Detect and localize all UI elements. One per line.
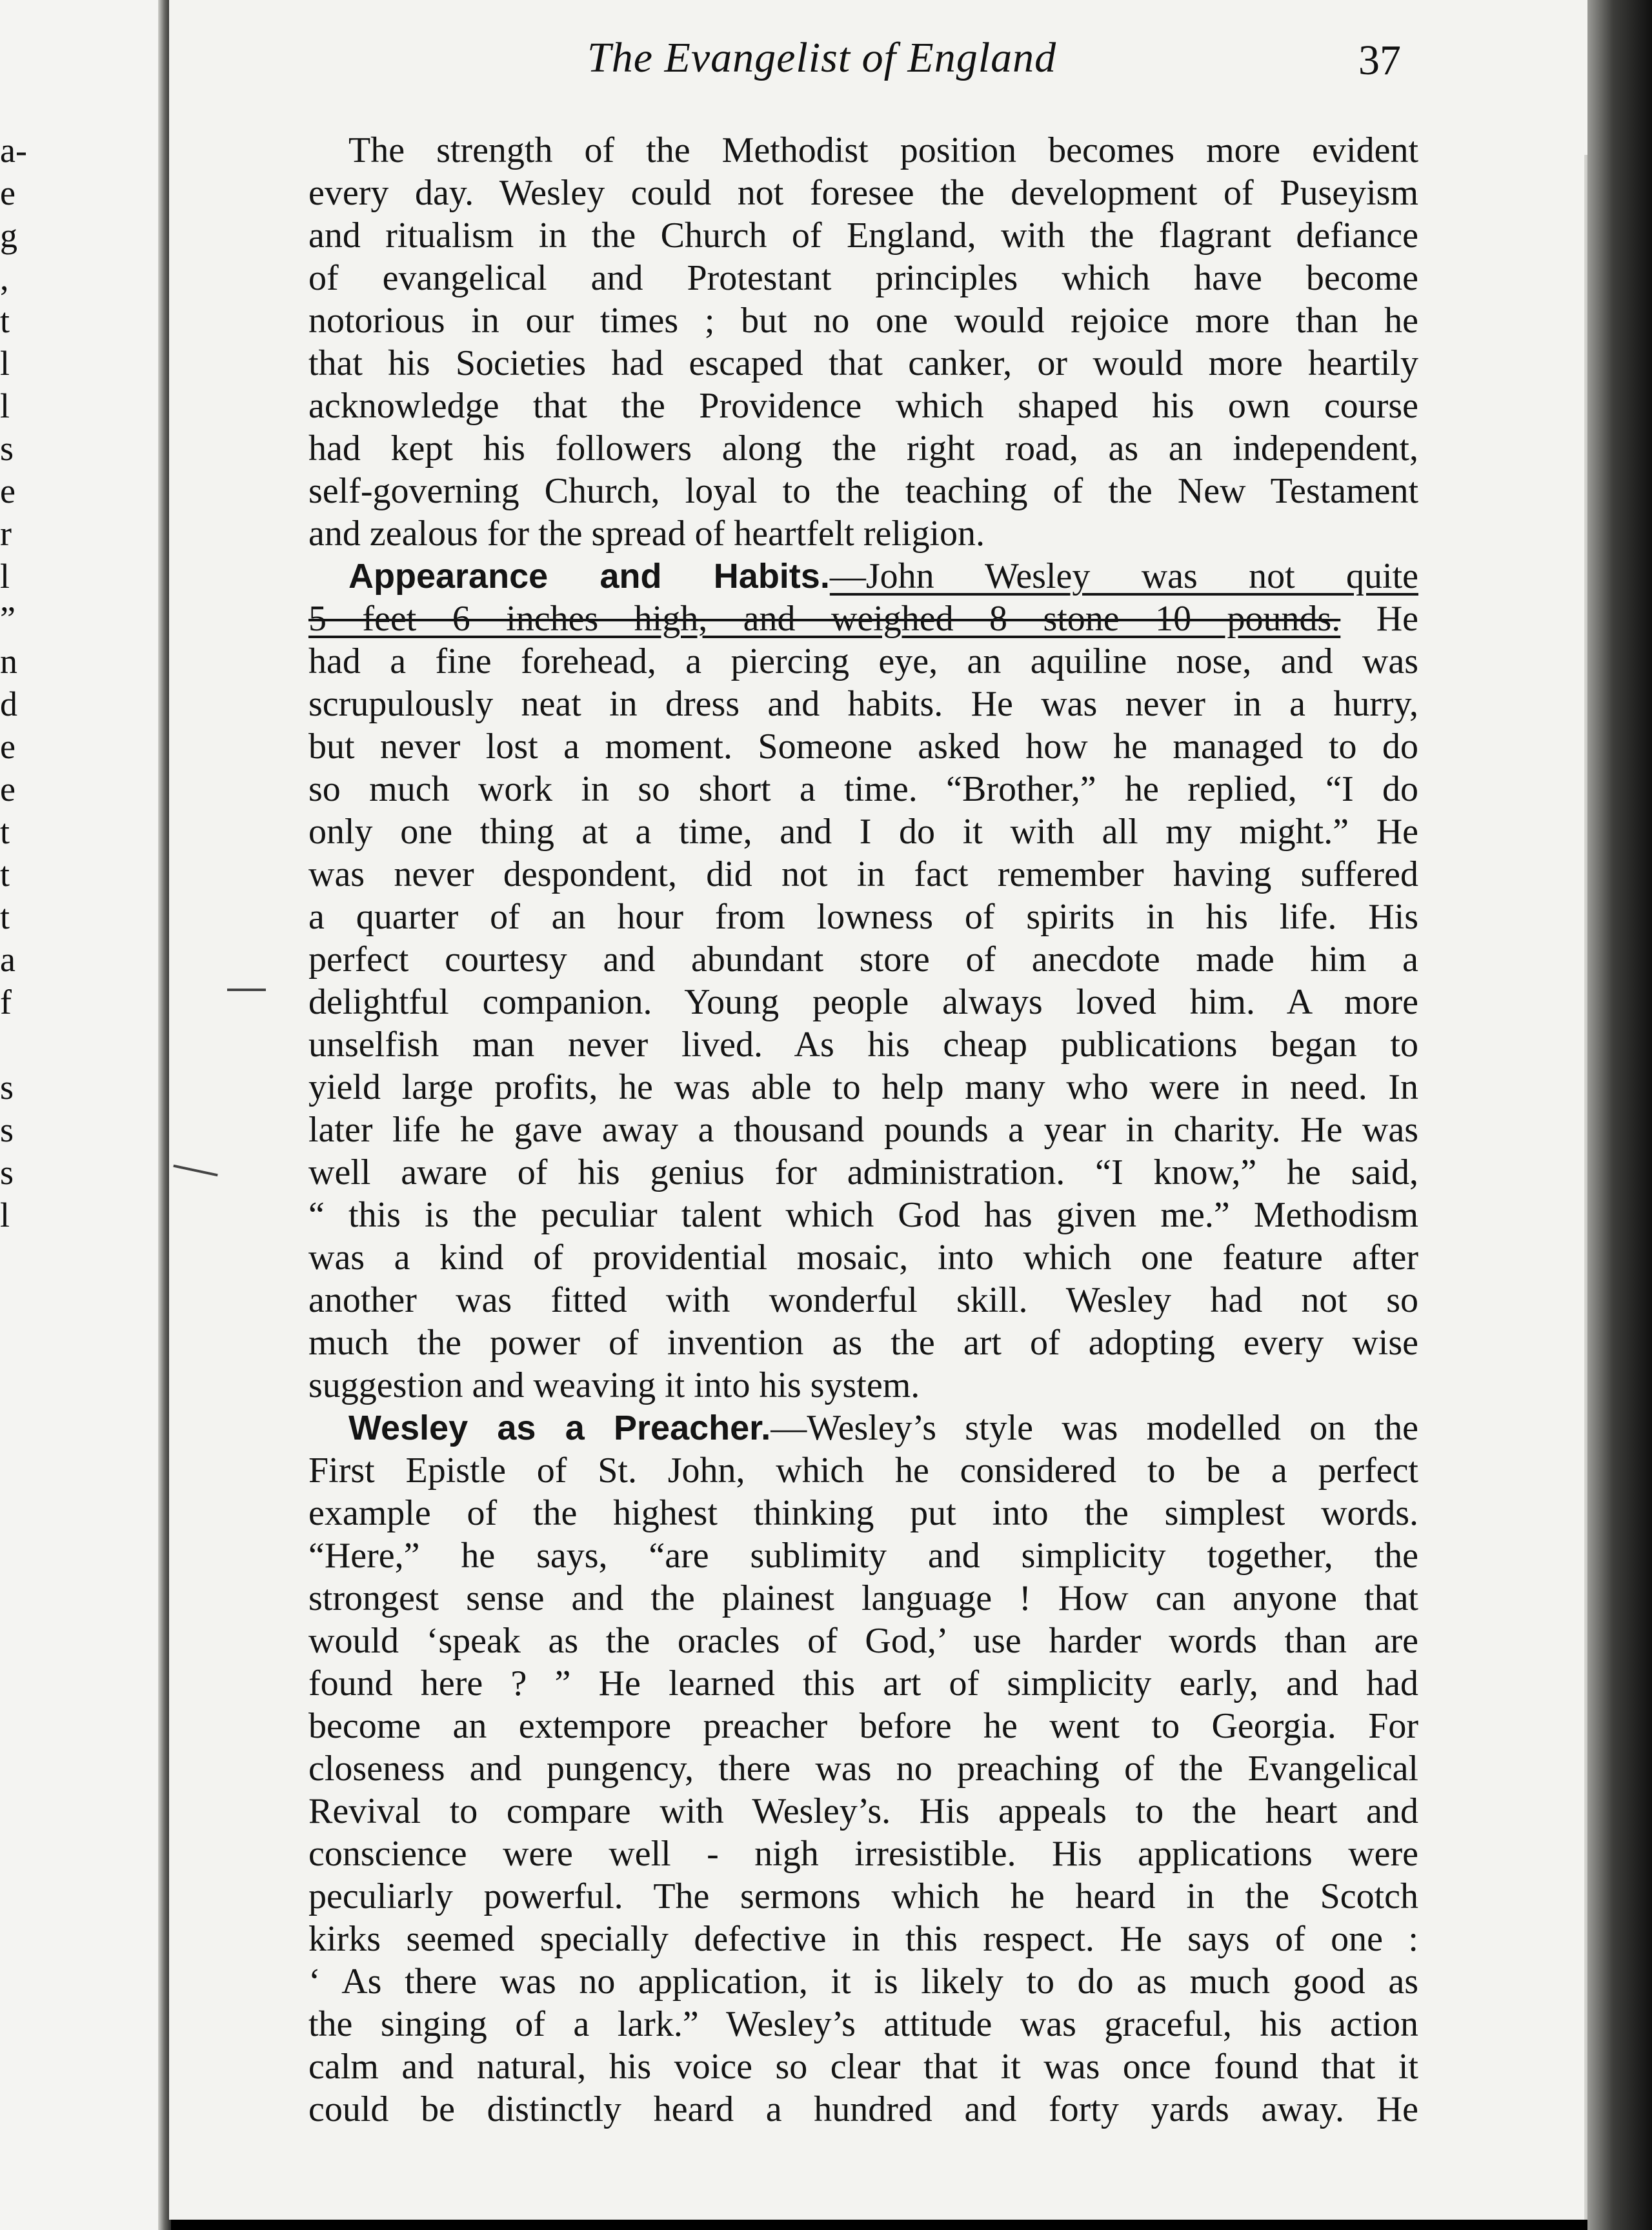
text-line: and ritualism in the Church of England, with the flagrant defiance <box>308 216 1418 256</box>
text-line: the singing of a lark.” Wesley’s attitude was graceful, his action <box>308 2004 1418 2044</box>
margin-letter: s <box>0 1068 14 1107</box>
text-line: was never despondent, did not in fact remember having suffered <box>308 854 1418 894</box>
text-line: kirks seemed specially defective in this respect. He says of one : <box>308 1919 1418 1959</box>
margin-letter: l <box>0 557 10 596</box>
text-line: closeness and pungency, there was no preaching of the Evangelical <box>308 1749 1418 1789</box>
text-line: notorious in our times ; but no one would rejoice more than he <box>308 301 1418 341</box>
text-line: found here ? ” He learned this art of simplicity early, and had <box>308 1663 1418 1703</box>
margin-letter <box>0 1023 26 1066</box>
section-wesley-as-preacher <box>308 1407 1418 2131</box>
section-first-line <box>308 555 1418 598</box>
text-line: ‘ As there was no application, it is likely to do as much good as <box>308 1962 1418 2002</box>
text-line: conscience were well - nigh irresistible. His applications were <box>308 1834 1418 1874</box>
text-line: unselfish man never lived. As his cheap publications began to <box>308 1025 1418 1065</box>
margin-letter: f <box>0 983 12 1021</box>
text-line: so much work in so short a time. “Brother,” he replied, “I do <box>308 769 1418 809</box>
text-line: example of the highest thinking put into the simplest words. <box>308 1493 1418 1533</box>
margin-letter: a- <box>0 131 27 170</box>
text-run: He <box>1376 599 1418 639</box>
text-line: acknowledge that the Providence which shaped his own course <box>308 386 1418 426</box>
section-second-line <box>308 598 1418 640</box>
paragraph-methodist-position <box>308 129 1418 555</box>
text-run: —Wesley’s style was modelled on the <box>771 1408 1418 1448</box>
text-line: strongest sense and the plainest language ! How can anyone that <box>308 1578 1418 1618</box>
text-line: self-governing Church, loyal to the teaching of the New Testament <box>308 471 1418 511</box>
previous-page-margin-text <box>0 129 26 1236</box>
text-line: “Here,” he says, “are sublimity and simplicity together, the <box>308 1536 1418 1576</box>
text-line: peculiarly powerful. The sermons which he heard in the Scotch <box>308 1876 1418 1916</box>
margin-letter: e <box>0 472 15 510</box>
previous-page-fragment <box>0 0 166 2230</box>
margin-pencil-mark <box>227 989 266 991</box>
text-line: First Epistle of St. John, which he considered to be a perfect <box>308 1451 1418 1491</box>
margin-letter: t <box>0 898 10 936</box>
text-line: but never lost a moment. Someone asked how he managed to do <box>308 727 1418 767</box>
margin-letter: s <box>0 1110 14 1149</box>
margin-letter: l <box>0 387 10 425</box>
text-line: “ this is the peculiar talent which God has given me.” Methodism <box>308 1195 1418 1235</box>
margin-letter: e <box>0 770 15 809</box>
margin-letter: t <box>0 855 10 894</box>
margin-letter: d <box>0 685 17 723</box>
text-line: every day. Wesley could not foresee the development of Puseyism <box>308 173 1418 213</box>
text-line: The strength of the Methodist position becomes more evident <box>348 130 1418 170</box>
margin-letter: r <box>0 514 12 553</box>
text-line: well aware of his genius for administration. “I know,” he said, <box>308 1152 1418 1192</box>
text-line: that his Societies had escaped that canker, or would more heartily <box>308 343 1418 383</box>
text-line: become an extempore preacher before he went to Georgia. For <box>308 1706 1418 1746</box>
text-line: was a kind of providential mosaic, into which one feature after <box>308 1238 1418 1278</box>
text-line: only one thing at a time, and I do it with all my might.” He <box>308 812 1418 852</box>
section-appearance-and-habits <box>308 555 1418 1407</box>
margin-letter: a <box>0 940 15 979</box>
text-line: suggestion and weaving it into his system. <box>308 1365 920 1405</box>
margin-letter: s <box>0 429 14 468</box>
text-line: perfect courtesy and abundant store of anecdote made him a <box>308 939 1418 979</box>
margin-letter: , <box>0 259 9 297</box>
text-line: a quarter of an hour from lowness of spirits in his life. His <box>308 897 1418 937</box>
text-line: yield large profits, he was able to help many who were in need. In <box>308 1067 1418 1107</box>
text-line: scrupulously neat in dress and habits. He was never in a hurry, <box>308 684 1418 724</box>
page-number: 37 <box>1358 37 1401 84</box>
text-line: and zealous for the spread of heartfelt religion. <box>308 514 985 554</box>
text-line: had a fine forehead, a piercing eye, an aquiline nose, and was <box>308 641 1418 681</box>
text-line: would ‘speak as the oracles of God,’ use harder words than are <box>308 1621 1418 1661</box>
section-heading-appearance: Appearance and Habits. <box>348 557 830 596</box>
margin-letter: g <box>0 216 17 255</box>
page-body <box>308 129 1418 2131</box>
margin-letter: l <box>0 344 10 383</box>
text-line: delightful companion. Young people always loved him. A more <box>308 982 1418 1022</box>
text-line: much the power of invention as the art of adopting every wise <box>308 1323 1418 1363</box>
section-heading-preacher: Wesley as a Preacher. <box>348 1409 771 1447</box>
margin-letter: ” <box>0 599 15 638</box>
margin-letter: e <box>0 727 15 766</box>
text-line: another was fitted with wonderful skill. Wesley had not so <box>308 1280 1418 1320</box>
margin-letter: s <box>0 1153 14 1192</box>
margin-letter: l <box>0 1196 10 1234</box>
margin-letter: t <box>0 812 10 851</box>
running-title: The Evangelist of England <box>587 34 1057 81</box>
text-line: calm and natural, his voice so clear that it was once found that it <box>308 2047 1418 2087</box>
text-line: could be distinctly heard a hundred and forty yards away. He <box>308 2089 1418 2129</box>
text-line: of evangelical and Protestant principles which have become <box>308 258 1418 298</box>
margin-letter: t <box>0 301 10 340</box>
text-line: had kept his followers along the right road, as an independent, <box>308 428 1418 468</box>
marked-text: 5 feet 6 inches high, and weighed 8 stone 10 pounds. <box>308 599 1341 639</box>
underlined-text: —John Wesley was not quite <box>829 556 1418 596</box>
text-line: later life he gave away a thousand pounds a year in charity. He was <box>308 1110 1418 1150</box>
section-first-line <box>308 1407 1418 1449</box>
margin-letter: n <box>0 642 17 681</box>
page-edge <box>1587 0 1652 2230</box>
text-line: Revival to compare with Wesley’s. His appeals to the heart and <box>308 1791 1418 1831</box>
margin-letter: e <box>0 174 15 212</box>
